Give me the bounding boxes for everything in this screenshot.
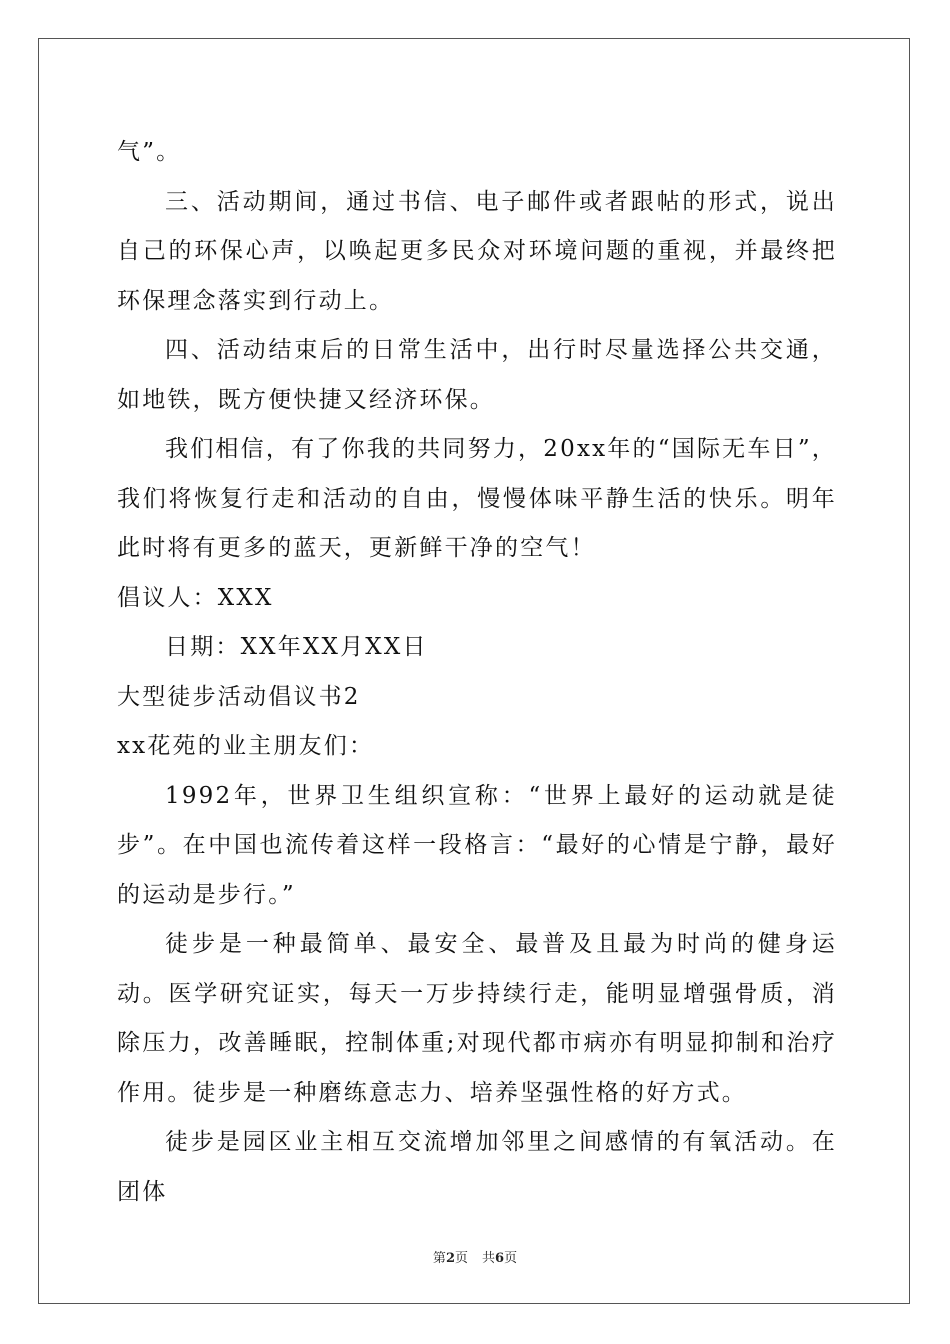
section-title: 大型徒步活动倡议书2: [117, 683, 361, 710]
page-footer: [0, 1247, 950, 1266]
paragraph-belief: 我们相信，有了你我的共同努力，20xx年的“国际无车日”，我们将恢复行走和活动的自由，慢慢体味平静生活的快乐。明年此时将有更多的蓝天，更新鲜干净的空气！: [117, 436, 837, 561]
paragraph-continuation: 气”。: [117, 139, 182, 165]
paragraph-community: 徒步是园区业主相互交流增加邻里之间感情的有氧活动。在团体: [117, 1129, 837, 1205]
paragraph-item-four: 四、活动结束后的日常生活中，出行时尽量选择公共交通，如地铁，既方便快捷又经济环保。: [117, 337, 837, 413]
date-line: 日期：XX年XX月XX日: [165, 634, 428, 660]
page-suffix: 页: [454, 1251, 468, 1266]
current-page-number: 2: [445, 1251, 455, 1266]
total-prefix: 共: [482, 1251, 496, 1266]
page-prefix: 第: [432, 1251, 446, 1266]
total-page-number: 6: [495, 1251, 505, 1266]
total-suffix: 页: [504, 1251, 518, 1266]
initiator-line: 倡议人：XXX: [117, 584, 274, 611]
salutation: xx花苑的业主朋友们：: [117, 733, 375, 759]
paragraph-who-quote: 1992年，世界卫生组织宣称：“世界上最好的运动就是徒步”。在中国也流传着这样一段格言：“最好的心情是宁静，最好的运动是步行。”: [117, 782, 837, 908]
document-body: [117, 128, 837, 1217]
paragraph-item-three: 三、活动期间，通过书信、电子邮件或者跟帖的形式，说出自己的环保心声，以唤起更多民众对环境问题的重视，并最终把环保理念落实到行动上。: [117, 188, 837, 314]
paragraph-walking-benefits: 徒步是一种最简单、最安全、最普及且最为时尚的健身运动。医学研究证实，每天一万步持续行走，能明显增强骨质，消除压力，改善睡眠，控制体重;对现代都市病亦有明显抑制和治疗作用。徒步是一种磨练意志力、培养坚强性格的好方式。: [117, 931, 837, 1106]
